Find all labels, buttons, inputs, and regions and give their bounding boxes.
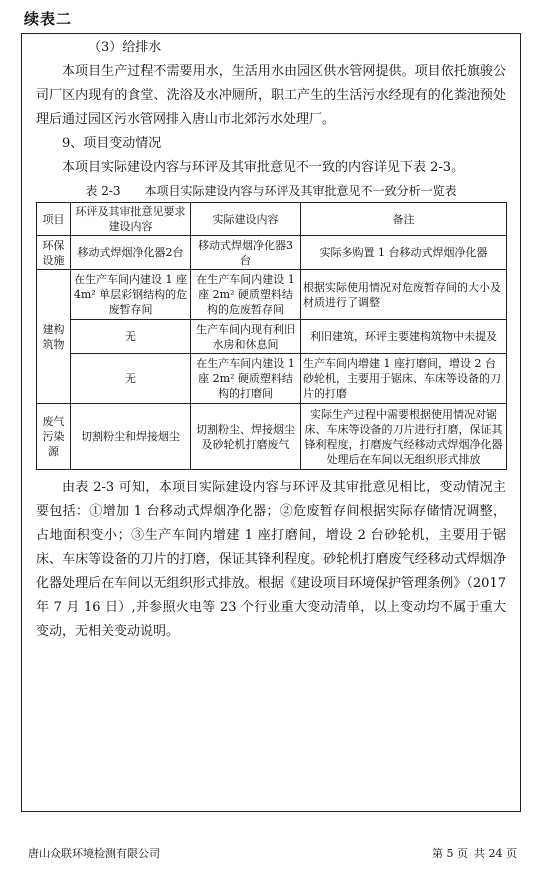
header-cell-item: 项目	[37, 203, 71, 236]
section-changes-heading: 9、项目变动情况	[62, 136, 162, 151]
table-cell: 无	[71, 354, 191, 404]
page-number: 第 5 页	[432, 847, 468, 860]
footer-company: 唐山众联环境检测有限公司	[28, 847, 160, 860]
table-header-row	[37, 203, 507, 236]
table-row	[37, 404, 507, 470]
table-cell-category: 建构筑物	[37, 270, 71, 404]
content-body	[36, 36, 506, 644]
table-cell: 在生产车间内建设 1 座 4m² 单层彩钢结构的危废暂存间	[71, 270, 191, 320]
table-cell: 在生产车间内建设 1 座 2m² 硬质塑料结构的打磨间	[191, 354, 301, 404]
conclusion-paragraph: 由表 2-3 可知，本项目实际建设内容与环评及其审批意见相比，变动情况主要包括：①增加 1 台移动式焊烟净化器；②危废暂存间根据实际存储情况调整，占地面积变小；③生产车间内增建 1 座打磨间，增设 2 台砂轮机，主要用于锯床、车床等设备的刀片的打磨，保证其锋利程度。砂轮机打磨废气经移动式焊烟净化器处理后在车间以无组织形式排放。根据《建设项目环境保护管理条例》（2017 年 7 月 16 日）,并参照火电等 23 个行业重大变动清单，以上变动均不属于重大变动，无相关变动说明。	[36, 480, 506, 639]
table-cell: 利旧建筑，环评主要建构筑物中未提及	[301, 320, 507, 354]
table-row	[37, 320, 507, 354]
comparison-table	[36, 202, 507, 470]
table-cell: 切割粉尘和焊接烟尘	[71, 404, 191, 470]
header-cell-actual: 实际建设内容	[191, 203, 301, 236]
table-cell: 生产车间内现有利旧水房和休息间	[191, 320, 301, 354]
table-cell: 实际生产过程中需要根据使用情况对锯床、车床等设备的刀片进行打磨，保证其锋利程度，打磨废气经移动式焊烟净化器处理后在车间以无组织形式排放	[301, 404, 507, 470]
table-row	[37, 270, 507, 320]
page-total: 共 24 页	[474, 847, 517, 860]
page-header-title: 续表二	[24, 10, 73, 28]
table-cell: 在生产车间内建设 1 座 2m² 硬质塑料结构的危废暂存间	[191, 270, 301, 320]
table-row	[37, 236, 507, 270]
table-cell-category: 废气污染源	[37, 404, 71, 470]
section-water-heading: （3）给排水	[88, 40, 162, 55]
table-cell: 移动式焊烟净化器2台	[71, 236, 191, 270]
footer-page-info	[432, 845, 517, 861]
header-cell-note: 备注	[301, 203, 507, 236]
table-row	[37, 354, 507, 404]
content-frame	[21, 33, 521, 812]
section-changes-intro: 本项目实际建设内容与环评及其审批意见不一致的内容详见下表 2-3。	[62, 160, 465, 175]
section-water-paragraph: 本项目生产过程不需要用水，生活用水由园区供水管网提供。项目依托旗骏公司厂区内现有的食堂、洗浴及水冲厕所，职工产生的生活污水经现有的化粪池预处理后通过园区污水管网排入唐山市北郊污水处理厂。	[36, 64, 506, 127]
table-cell: 生产车间内增建 1 座打磨间，增设 2 台砂轮机，主要用于锯床、车床等设备的刀片的打磨	[301, 354, 507, 404]
table-caption: 表 2-3 本项目实际建设内容与环评及其审批意见不一致分析一览表	[85, 184, 457, 198]
header-cell-env-required: 环评及其审批意见要求建设内容	[71, 203, 191, 236]
table-cell: 切割粉尘、焊接烟尘及砂轮机打磨废气	[191, 404, 301, 470]
table-cell: 无	[71, 320, 191, 354]
table-cell: 根据实际使用情况对危废暂存间的大小及材质进行了调整	[301, 270, 507, 320]
table-cell: 移动式焊烟净化器3台	[191, 236, 301, 270]
table-cell-category: 环保设施	[37, 236, 71, 270]
table-cell: 实际多购置 1 台移动式焊烟净化器	[301, 236, 507, 270]
